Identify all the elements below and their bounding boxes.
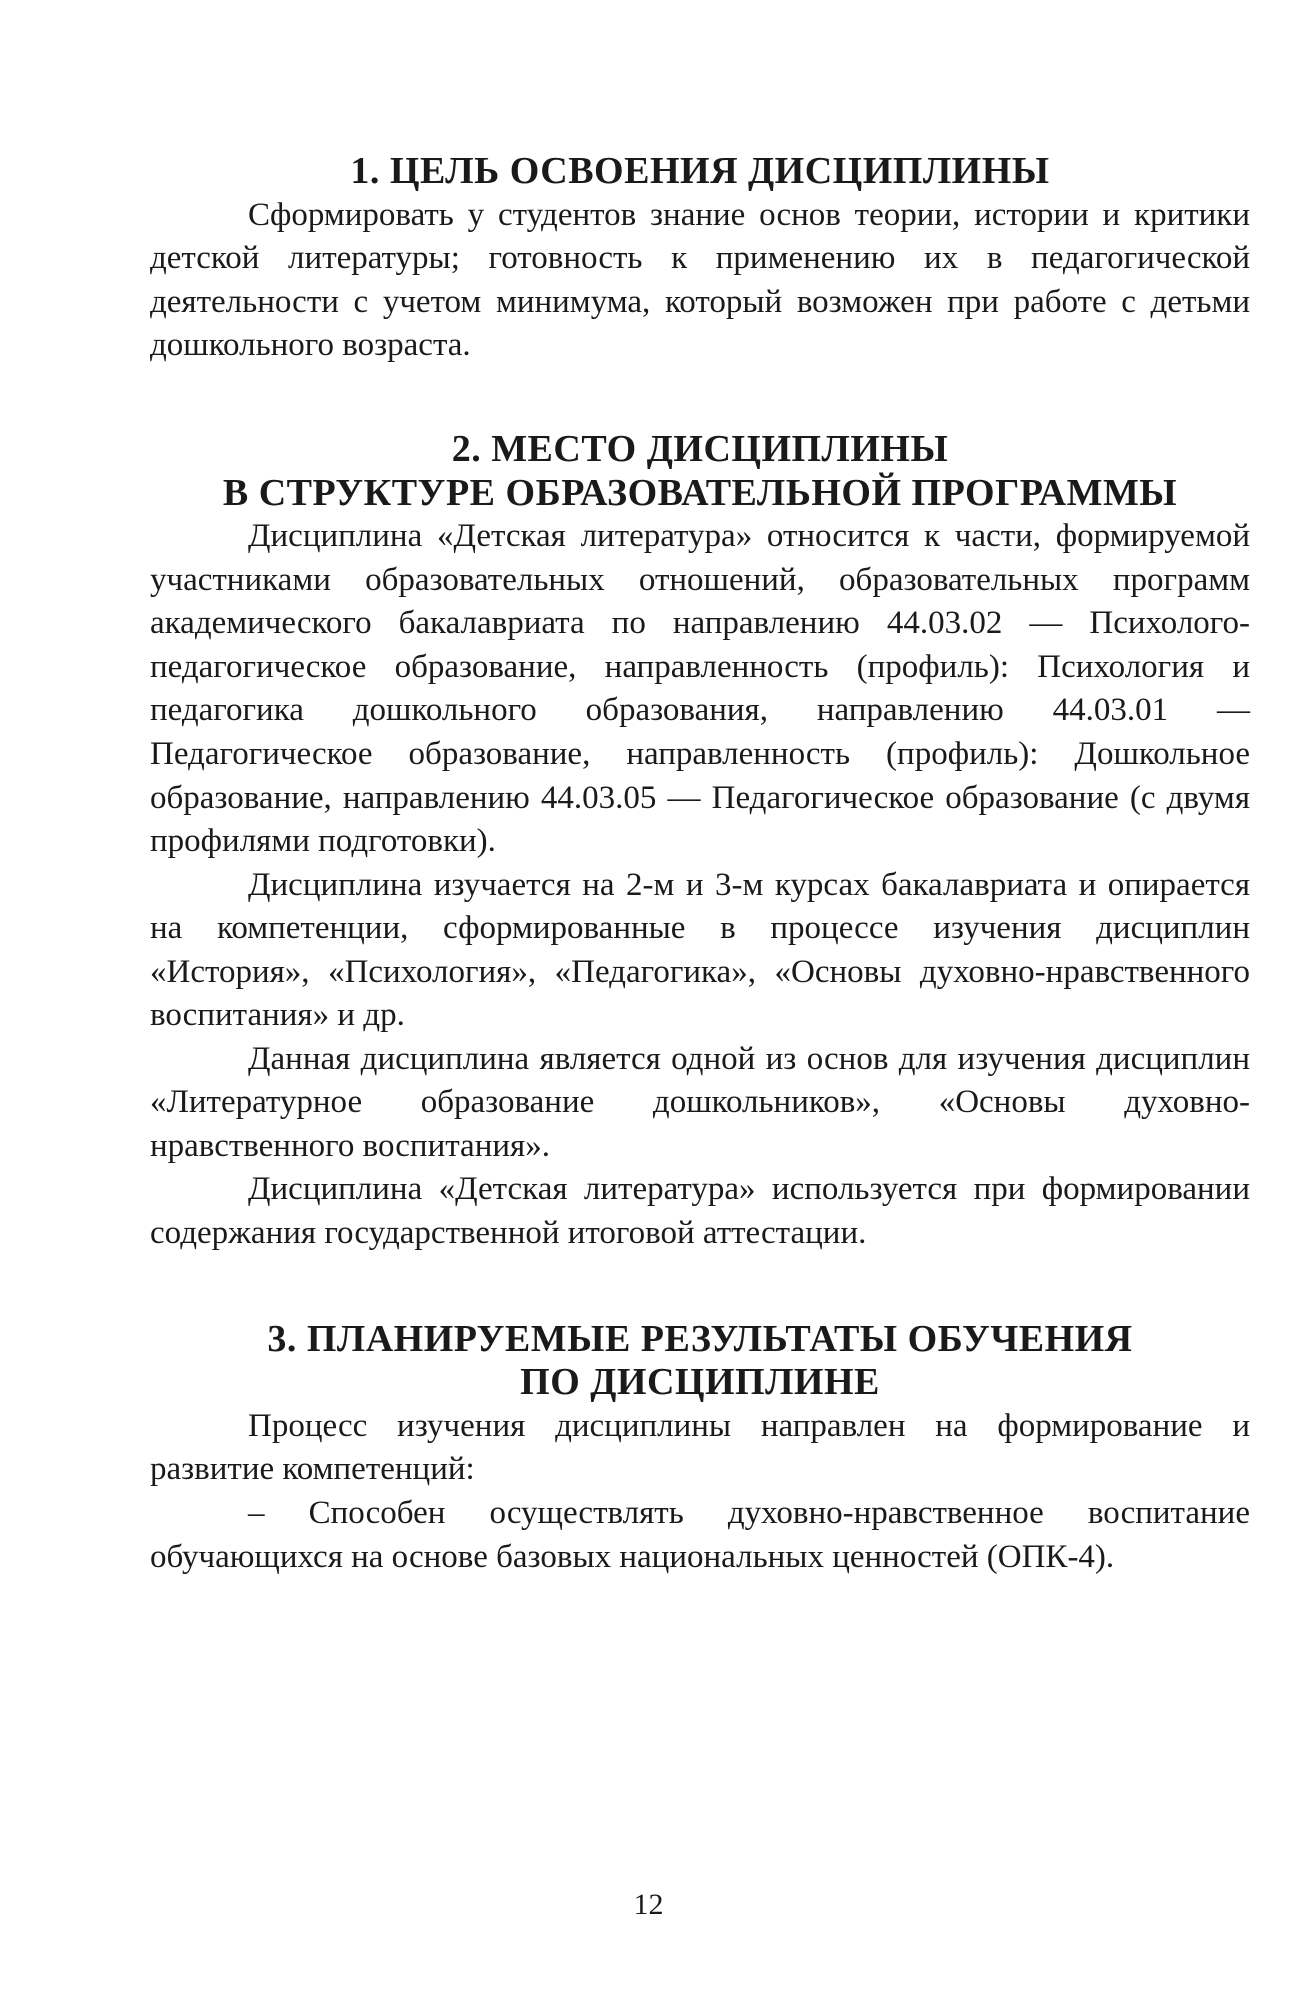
page-number: 12	[633, 1888, 664, 1921]
paragraph: Сформировать у студентов знание основ теории, истории и критики детской литературы; готовность к применению их в педагогической деятельности с учетом минимума, который возможен при работе с детьми дошкольного возраста.	[150, 196, 1250, 364]
paragraph: Дисциплина «Детская литература» относится к части, формируемой участниками образовательных отношений, образовательных программ академического бакалавриата по направлению 44.03.02 — Психолого-педагогическое образование, направленность (профиль): Психология и педагогика дошкольного образования, направлению 44.03.01 — Педагогическое образование, направленность (профиль): Дошкольное образование, направлению 44.03.05 — Педагогическое образование (с двумя профилями подготовки).	[150, 518, 1250, 860]
section-goal	[150, 150, 1250, 368]
section-place	[150, 428, 1250, 1256]
heading-line: ПО ДИСЦИПЛИНЕ	[520, 1361, 880, 1404]
paragraph: Дисциплина изучается на 2-м и 3-м курсах бакалавриата и опирается на компетенции, сформированные в процессе изучения дисциплин «История», «Психология», «Педагогика», «Основы духовно-нравственного воспитания» и др.	[150, 866, 1250, 1034]
heading-line: 3. ПЛАНИРУЕМЫЕ РЕЗУЛЬТАТЫ ОБУЧЕНИЯ	[267, 1317, 1133, 1360]
heading-line: 2. МЕСТО ДИСЦИПЛИНЫ	[451, 427, 949, 470]
section-results	[150, 1318, 1250, 1580]
section-heading	[150, 428, 1250, 515]
paragraph: Данная дисциплина является одной из основ для изучения дисциплин «Литературное образование дошкольников», «Основы духовно-нравственного воспитания».	[150, 1040, 1250, 1164]
page-content	[150, 150, 1250, 1579]
paragraph: Дисциплина «Детская литература» используется при формировании содержания государственной итоговой аттестации.	[150, 1171, 1250, 1251]
paragraph: – Способен осуществлять духовно-нравственное воспитание обучающихся на основе базовых национальных ценностей (ОПК-4).	[150, 1495, 1250, 1575]
section-heading	[150, 150, 1250, 194]
section-heading	[150, 1318, 1250, 1405]
heading-line: В СТРУКТУРЕ ОБРАЗОВАТЕЛЬНОЙ ПРОГРАММЫ	[222, 471, 1178, 514]
heading-line: 1. ЦЕЛЬ ОСВОЕНИЯ ДИСЦИПЛИНЫ	[350, 150, 1050, 192]
paragraph: Процесс изучения дисциплины направлен на формирование и развитие компетенций:	[150, 1407, 1250, 1488]
